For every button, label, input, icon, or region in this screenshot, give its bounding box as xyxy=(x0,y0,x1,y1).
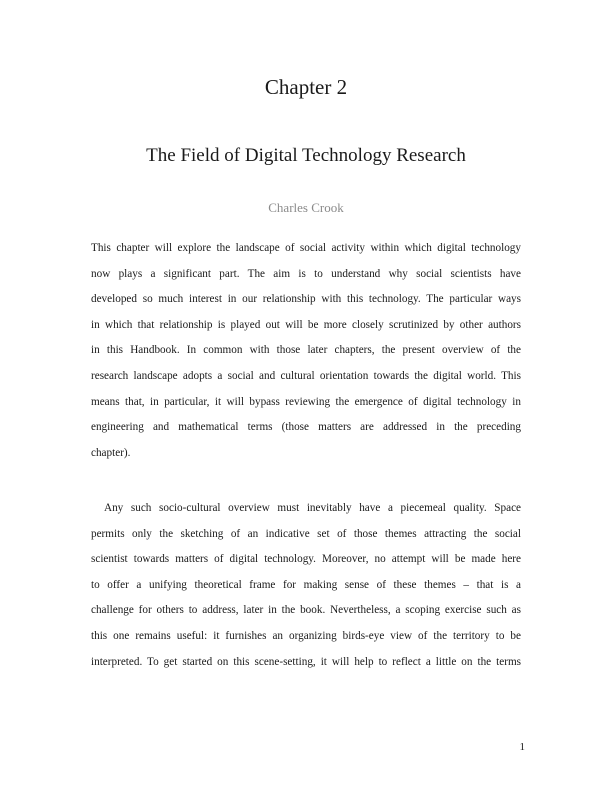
text-line: chapter). xyxy=(91,446,131,459)
text-line: interpreted. To get started on this scene-setting, it will help to reflect a little on the terms xyxy=(91,655,521,668)
text-line: Any such socio-cultural overview must inevitably have a piecemeal quality. Space xyxy=(104,502,521,514)
text-line: scientist towards matters of digital technology. Moreover, no attempt will be made here xyxy=(91,553,521,566)
paragraph-1 xyxy=(91,236,521,466)
text-line: permits only the sketching of an indicative set of those themes attracting the social xyxy=(91,527,521,540)
text-line: in which that relationship is played out will be more closely scrutinized by other authors xyxy=(91,318,521,331)
page-number: 1 xyxy=(519,741,525,753)
text-line: This chapter will explore the landscape of social activity within which digital technology xyxy=(91,242,521,254)
text-line: means that, in particular, it will bypass reviewing the emergence of digital technology in xyxy=(91,395,521,408)
author-name: Charles Crook xyxy=(268,200,344,215)
paragraph-2 xyxy=(91,496,521,675)
text-line: this one remains useful: it furnishes an organizing birds-eye view of the territory to be xyxy=(91,629,521,642)
text-line: challenge for others to address, later in the book. Nevertheless, a scoping exercise such as xyxy=(91,604,521,617)
text-line: research landscape adopts a social and cultural orientation towards the digital world. This xyxy=(91,369,521,382)
chapter-title: The Field of Digital Technology Research xyxy=(146,145,466,166)
text-line: in this Handbook. In common with those later chapters, the present overview of the xyxy=(91,344,521,357)
chapter-label: Chapter 2 xyxy=(264,75,348,99)
text-line: now plays a significant part. The aim is to understand why social scientists have xyxy=(91,267,521,280)
text-line: developed so much interest in our relationship with this technology. The particular ways xyxy=(91,293,521,306)
text-line: engineering and mathematical terms (those matters are addressed in the preceding xyxy=(91,421,521,434)
text-line: to offer a unifying theoretical frame for making sense of these themes – that is a xyxy=(91,578,521,591)
